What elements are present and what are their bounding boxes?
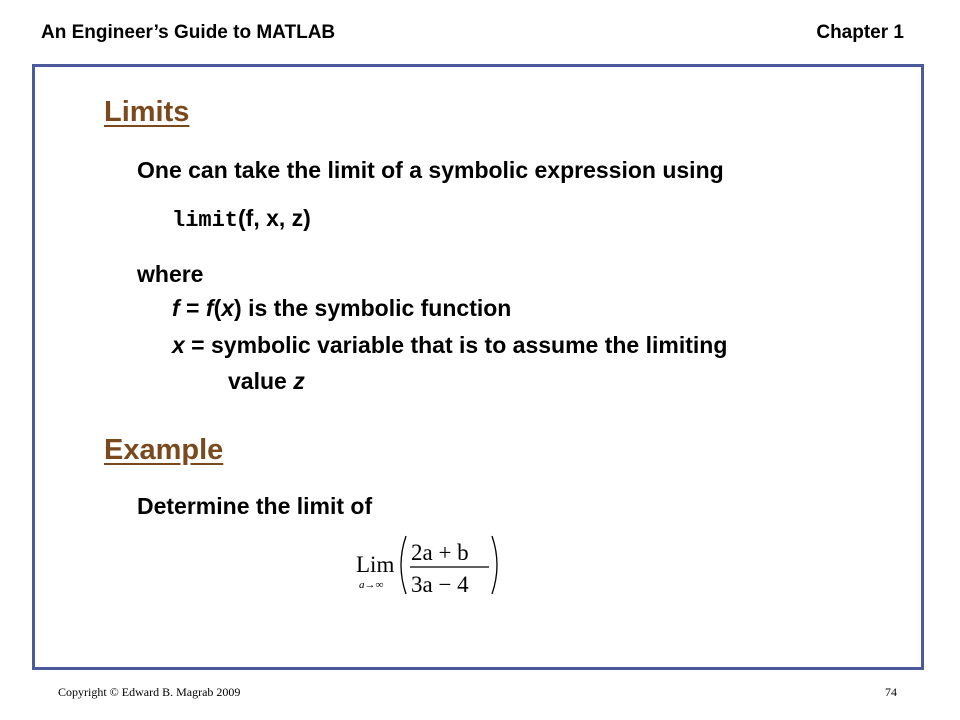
left-paren	[401, 536, 406, 594]
example-text: Determine the limit of	[137, 493, 373, 519]
formula-numerator: 2a + b	[411, 540, 469, 565]
example-heading: Example	[104, 434, 224, 466]
limit-formula	[352, 530, 512, 600]
def-f-expr-x: x	[221, 295, 235, 321]
definition-x-cont	[228, 368, 305, 395]
def-x-var: x	[172, 332, 185, 358]
def-f-expr-f: f	[205, 295, 214, 321]
limit-arguments: (f, x, z)	[238, 205, 311, 231]
limits-heading: Limits	[104, 96, 190, 128]
def-f-desc: is the symbolic function	[241, 295, 512, 321]
definition-x	[172, 332, 727, 359]
def-x-z: z	[293, 368, 305, 394]
def-x-desc: = symbolic variable that is to assume the limiting	[184, 332, 728, 358]
def-x-cont: value	[228, 368, 294, 394]
formula-subscript: a→∞	[359, 579, 384, 591]
limits-intro: One can take the limit of a symbolic expression using	[137, 157, 724, 183]
formula-operator: Lim	[356, 552, 395, 577]
page-number: 74	[885, 685, 897, 699]
header-title: An Engineer’s Guide to MATLAB	[41, 22, 336, 43]
limit-function-name: limit	[172, 208, 239, 233]
def-f-eq: =	[179, 295, 206, 321]
definition-f: f = f(x) is the symbolic function	[172, 295, 512, 321]
limit-syntax	[172, 205, 311, 233]
footer-copyright: Copyright © Edward B. Magrab 2009	[58, 685, 241, 699]
def-f-var: f	[172, 295, 180, 321]
where-label: where	[137, 261, 204, 287]
formula-denominator: 3a − 4	[411, 572, 469, 597]
right-paren	[492, 536, 497, 594]
chapter-label: Chapter 1	[816, 22, 904, 43]
